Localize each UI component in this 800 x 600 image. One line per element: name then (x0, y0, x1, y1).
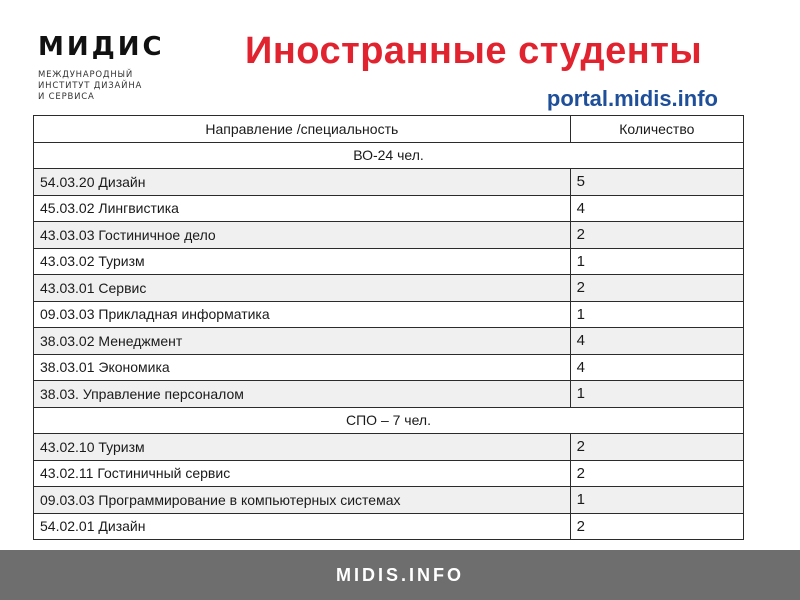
portal-link[interactable]: portal.midis.info (546, 86, 718, 111)
quantity-cell: 1 (570, 301, 743, 328)
logo-subtitle (38, 70, 188, 103)
logo-subtitle-line: МЕЖДУНАРОДНЫЙ (38, 70, 133, 80)
specialty-cell: 54.02.01 Дизайн (34, 513, 571, 540)
specialty-cell: 43.03.02 Туризм (34, 248, 571, 275)
table-row (34, 460, 744, 487)
students-table (33, 115, 744, 540)
quantity-cell: 1 (570, 487, 743, 514)
footer-brand: MIDIS.INFO (336, 564, 464, 585)
quantity-cell: 5 (570, 169, 743, 196)
table-row (34, 248, 744, 275)
table-body (34, 142, 744, 540)
footer-bar (0, 550, 800, 600)
specialty-cell: 38.03.02 Менеджмент (34, 328, 571, 355)
quantity-cell: 2 (570, 513, 743, 540)
group-label: СПО – 7 чел. (34, 407, 744, 434)
specialty-cell: 09.03.03 Прикладная информатика (34, 301, 571, 328)
table-row (34, 328, 744, 355)
quantity-cell: 1 (570, 381, 743, 408)
table-row (34, 513, 744, 540)
logo-subtitle-line: И СЕРВИСА (38, 92, 95, 102)
group-row (34, 407, 744, 434)
specialty-cell: 38.03.01 Экономика (34, 354, 571, 381)
table-row (34, 487, 744, 514)
table-row (34, 301, 744, 328)
header-specialty: Направление /специальность (34, 116, 571, 143)
group-label: ВО-24 чел. (34, 142, 744, 169)
specialty-cell: 54.03.20 Дизайн (34, 169, 571, 196)
quantity-cell: 2 (570, 460, 743, 487)
specialty-cell: 43.02.10 Туризм (34, 434, 571, 461)
table-row (34, 195, 744, 222)
page-title: Иностранные студенты (245, 30, 703, 72)
specialty-cell: 43.03.03 Гостиничное дело (34, 222, 571, 249)
specialty-cell: 43.02.11 Гостиничный сервис (34, 460, 571, 487)
specialty-cell: 09.03.03 Программирование в компьютерных системах (34, 487, 571, 514)
logo-subtitle-line: ИНСТИТУТ ДИЗАЙНА (38, 81, 143, 91)
quantity-cell: 2 (570, 222, 743, 249)
quantity-cell: 4 (570, 354, 743, 381)
specialty-cell: 45.03.02 Лингвистика (34, 195, 571, 222)
group-row (34, 142, 744, 169)
quantity-cell: 4 (570, 195, 743, 222)
quantity-cell: 2 (570, 275, 743, 302)
table-row (34, 275, 744, 302)
quantity-cell: 4 (570, 328, 743, 355)
quantity-cell: 2 (570, 434, 743, 461)
table-row (34, 354, 744, 381)
logo (38, 34, 188, 103)
quantity-cell: 1 (570, 248, 743, 275)
logo-name: МИДИС (38, 32, 165, 62)
table-header-row (34, 116, 744, 143)
header-quantity: Количество (570, 116, 743, 143)
specialty-cell: 38.03. Управление персоналом (34, 381, 571, 408)
table-row (34, 381, 744, 408)
specialty-cell: 43.03.01 Сервис (34, 275, 571, 302)
table-row (34, 222, 744, 249)
table-row (34, 169, 744, 196)
table-row (34, 434, 744, 461)
